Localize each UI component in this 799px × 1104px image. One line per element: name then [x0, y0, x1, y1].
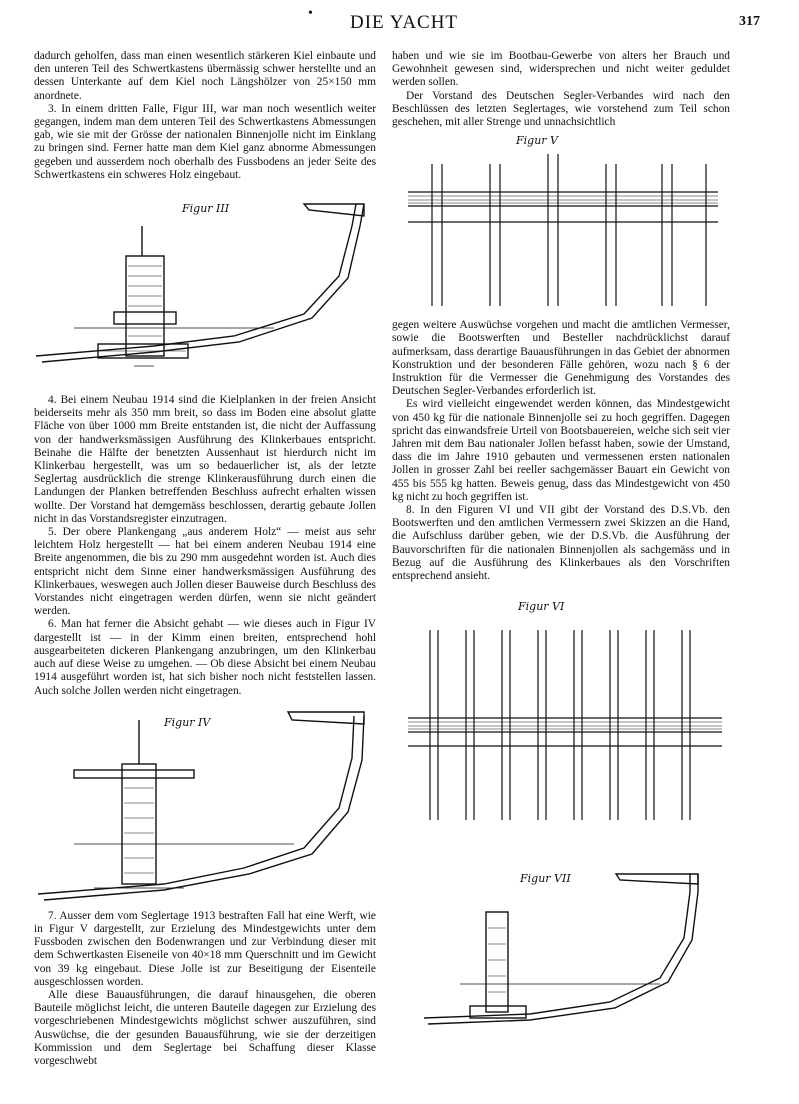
figure-4: [34, 708, 376, 904]
figure-5: [398, 130, 728, 318]
paragraph: haben und wie sie im Bootbau-Gewerbe von alters her Brauch und Gewohnheit gewesen sind, widersprechen und nicht weiter geduldet werden sollen.: [392, 50, 730, 89]
paragraph: Es wird vielleicht eingewendet werden können, das Mindestgewicht von 450 kg für die nationale Binnenjolle sei zu hoch gegriffen. Dagegen spricht das einwandsfreie Urteil von Bootsbauereien, welche sich seit vier Jahren mit dem Bau nationaler Jollen befasst haben, sowie der Umstand, dass die im Jahre 1910 gebauten und vermessenen ersten nationalen Jollen in grosser Zahl bei reeller sachgemässer Bauart ein Gewicht von 455 bis 555 kg hatten. Beweis genug, dass das Mindestgewicht von 450 kg nicht zu hoch gegriffen ist.: [392, 398, 730, 503]
paragraph: Der Vorstand des Deutschen Segler-Verbandes wird nach den Beschlüssen des letzten Seglertages, wie vorstehend zum Teil schon geschehen, mit aller Strenge und unnachsichtlich: [392, 89, 730, 129]
page-number: 317: [739, 14, 760, 29]
paragraph: 6. Man hat ferner die Absicht gehabt — wie dieses auch in Figur IV dargestellt ist — in der Kimm einen breiten, entsprechend hohl ausgearbeiteten dickeren Plankengang anzubringen, um den Klinkerbau auch auf diese Weise zu umgehen. — Ob diese Absicht bei einem Neubau 1914 ausgeführt worden ist, hat sich bisher noch nicht feststellen lassen. Auch solche Jollen werden nicht eingetragen.: [34, 618, 376, 697]
paragraph: dadurch geholfen, dass man einen wesentlich stärkeren Kiel einbaute und den unteren Teil des Schwertkastens übermässig schwer herstellte und an dessen Unterkante auf dem Kiel noch Längshölzer von 25×150 mm anordnete.: [34, 50, 376, 102]
paragraph: 5. Der obere Plankengang „aus anderem Holz“ — meist aus sehr leichtem Holz hergestellt — hat bei einem anderen Neubau 1914 eine Breite angenommen, die bis zu 290 mm ausgedehnt worden ist. Auch dies entspricht nicht dem Sinne einer handwerksmässigen Ausführung des Klinkerbaues, weswegen auch Jollen dieser Bauweise durch Beschluss des Vorstandes nicht eingetragen werden dürfen, wenn sie nicht geändert werden.: [34, 526, 376, 618]
framing-plan-drawing: [398, 130, 728, 318]
figure-caption: Figur V: [516, 134, 558, 147]
paragraph: gegen weitere Auswüchse vorgehen und macht die amtlichen Vermesser, sowie die Bootswerften und Besteller nachdrücklichst darauf aufmerksam, dass derartige Bauausführungen in das Gebiet der abnormen Konstruktion und der besonderen Fälle gehören, wozu nach § 6 der Instruktion für die Vermesser die Genehmigung des Vorstandes des Deutschen Segler-Verbandes erforderlich ist.: [392, 319, 730, 398]
framing-plan-drawing: [400, 596, 730, 826]
header-mark: •: [308, 6, 313, 21]
paragraph: 3. In einem dritten Falle, Figur III, war man noch wesentlich weiter gegangen, indem man dem unteren Teil des Schwertkastens Abmessungen gab, wie sie mit der Grösse der nationalen Binnenjolle nicht im Einklang zu bringen sind. Ferner hatte man dem Kiel ganz abnorme Abmessungen gegeben und ausserdem noch oberhalb des Fussbodens an jeder Seite des Schwertkastens ein schweres Holz eingebaut.: [34, 102, 376, 181]
paragraph: 4. Bei einem Neubau 1914 sind die Kielplanken in der freien Ansicht beiderseits mehr als 350 mm breit, so dass im Boden eine absolut glatte Fläche von über 1000 mm Breite entstanden ist, die nicht der Auffassung von der handwerksmässigen Ausführung des Klinkerbaues entspricht. Beinahe die Hälfte der benetzten Aussenhaut ist hierdurch nicht im Klinkerbau hergestellt, was um so bedauerlicher ist, als der letzte Seglertag ausdrücklich die strenge Klinkerausführung durch einen die Landungen der Planken betreffenden Beschluss aufrecht erhalten wissen wollte. Der Vorstand hat demgemäss beschlossen, derartig gebaute Jollen nicht in das Vorstandsregister einzutragen.: [34, 394, 376, 525]
journal-title: DIE YACHT: [350, 12, 459, 33]
hull-section-drawing: [34, 196, 376, 386]
hull-section-drawing: [34, 708, 376, 904]
figure-caption: Figur VII: [520, 872, 571, 885]
figure-3: [34, 196, 376, 386]
hull-section-drawing: [420, 868, 710, 1032]
paragraph: Alle diese Bauausführungen, die darauf hinausgehen, die oberen Bauteile möglichst leicht, die unteren Bauteile dagegen zur Erzielung des vorgeschriebenen Mindestgewichts möglichst schwer auszuführen, sind Auswüchse, die der gesunden Bauausführung, wie sie der derzeitigen Kommission und dem Seglertage bei Schaffung dieser Klasse vorgeschwebt: [34, 988, 376, 1067]
figure-caption: Figur III: [182, 202, 230, 215]
figure-caption: Figur IV: [164, 716, 211, 729]
paragraph: 7. Ausser dem vom Seglertage 1913 bestraften Fall hat eine Werft, wie in Figur V dargestellt, zur Erzielung des Mindestgewichts unter dem Fussboden zwischen den Bodenwrangen und zur Verbindung dieser mit dem Schwertkasten Eiseneile von 40×18 mm Querschnitt und im Gewicht von 39 kg eingebaut. Diese Jolle ist zur Beseitigung der Eisenteile ausgeschlossen worden.: [34, 909, 376, 988]
page-header: [40, 8, 760, 36]
figure-caption: Figur VI: [518, 600, 565, 613]
paragraph: 8. In den Figuren VI und VII gibt der Vorstand des D.S.Vb. den Bootswerften und den amtlichen Vermessern zwei Skizzen an die Hand, die Aufschluss darüber geben, wie der D.S.Vb. die Ausführung der Bauvorschriften für die nationalen Binnenjollen als sachgemäss und in Bezug auf die Ausführung des Klinkerbaues als den Vorschriften entsprechend ansieht.: [392, 504, 730, 583]
figure-7: [420, 868, 710, 1032]
figure-6: [400, 596, 730, 826]
